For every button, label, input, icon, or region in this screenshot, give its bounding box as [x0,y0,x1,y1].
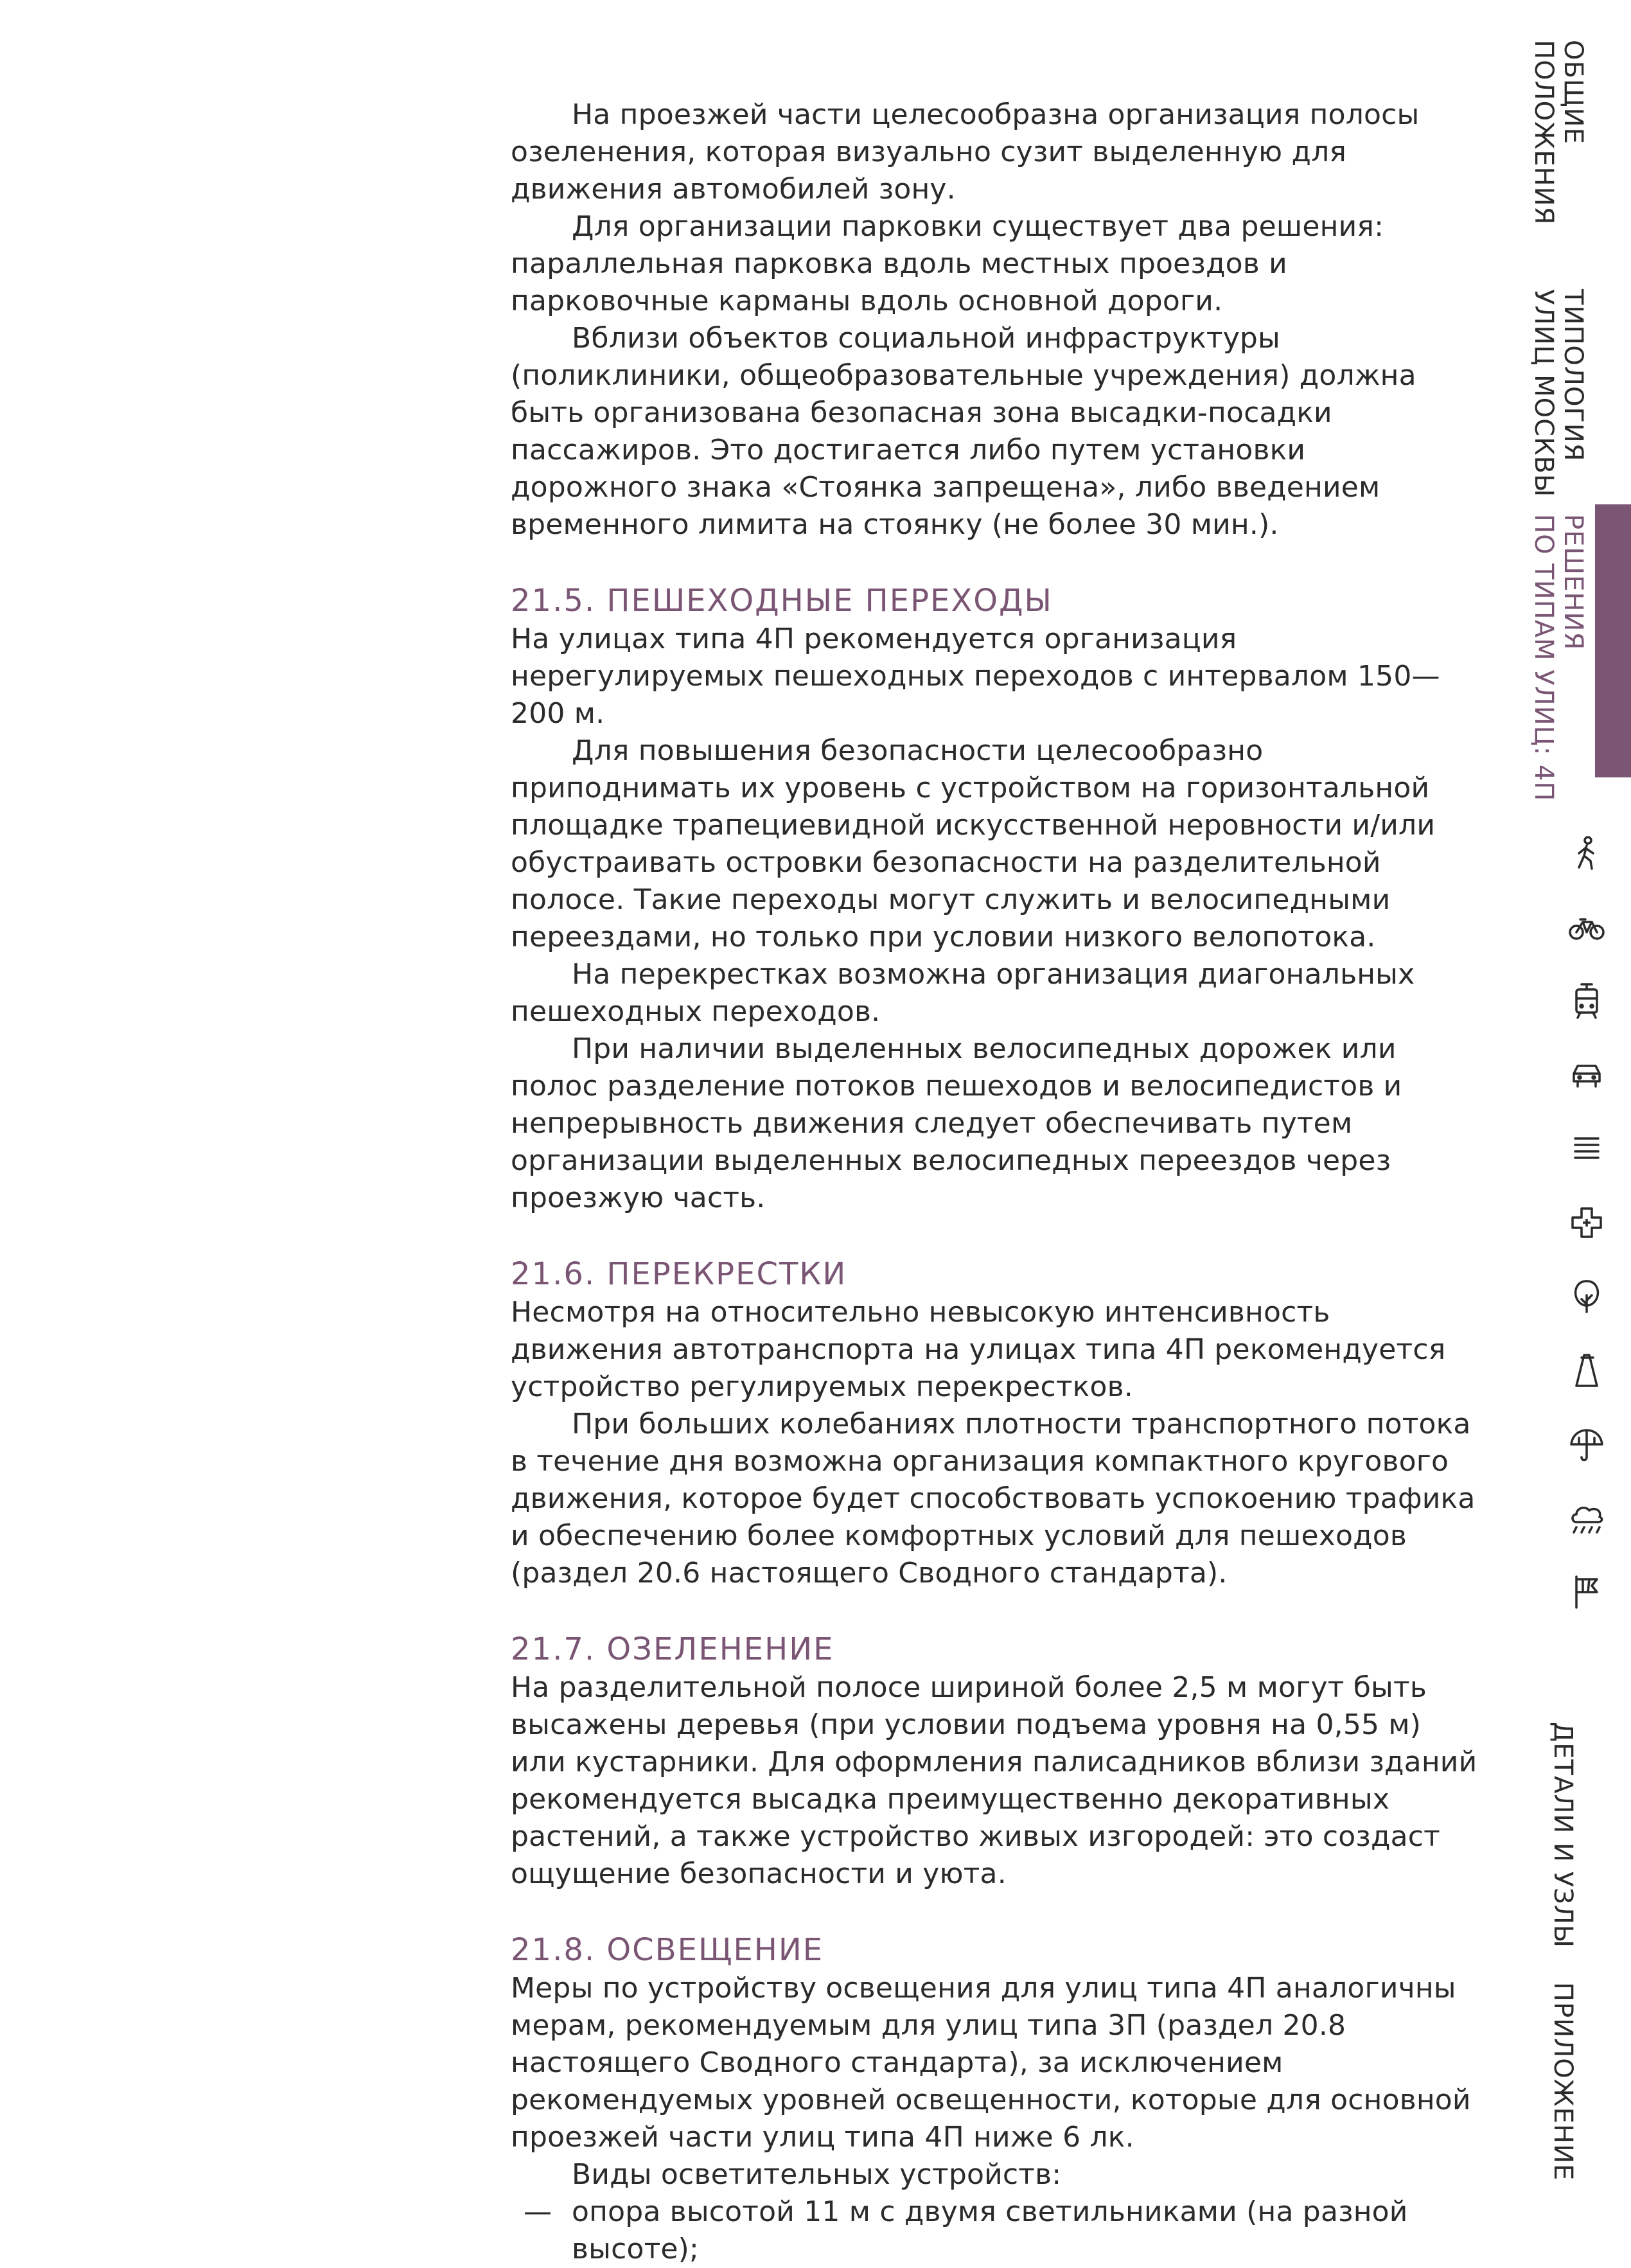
tab-label: ДЕТАЛИ И УЗЛЫ [1548,1722,1578,1949]
section-21-6 [511,1254,1481,1592]
layers-icon[interactable] [1567,1130,1606,1168]
tab-label: РЕШЕНИЯ [1558,514,1588,651]
paragraph: Для повышения безопасности целесообразно приподнимать их уровень с устройством на горизонтальной площадке трапециевидной искусственной неровности и/или обустраивать островки безопасности на разделительной полосе. Такие переходы могут служить и велосипедными переездами, но только при условии низкого велопотока. [511,734,1436,953]
flag-icon[interactable] [1567,1573,1606,1611]
paragraph: Виды осветительных устройств: [572,2158,1062,2191]
tab-appendix[interactable] [1548,1982,1578,2181]
list-marker: — [524,2195,552,2228]
paragraph: Для организации парковки существует два решения: параллельная парковка вдоль местных проездов и парковочные карманы вдоль основной дороги. [511,210,1384,317]
section-21-7 [511,1629,1481,1893]
section-21-5 [511,581,1481,1217]
paragraph: При больших колебаниях плотности транспортного потока в течение дня возможна организация компактного кругового движения, которое будет способствовать успокоению трафика и обеспечению более комфортных условий для пешеходов (раздел 20.6 настоящего Сводного стандарта). [511,1408,1476,1590]
cross-icon[interactable] [1567,1203,1606,1242]
sidebar [1503,0,1631,2201]
section-heading: 21.7. ОЗЕЛЕНЕНИЕ [511,1631,834,1667]
car-icon[interactable] [1567,1056,1606,1094]
pedestrian-icon[interactable] [1567,834,1606,873]
tab-label: УЛИЦ МОСКВЫ [1529,289,1558,498]
bicycle-icon[interactable] [1567,908,1606,946]
tab-label: ОБЩИЕ [1558,40,1588,145]
section-heading: 21.5. ПЕШЕХОДНЫЕ ПЕРЕХОДЫ [511,583,1053,619]
section-heading: 21.6. ПЕРЕКРЕСТКИ [511,1256,847,1292]
umbrella-icon[interactable] [1567,1425,1606,1464]
paragraph: Несмотря на относительно невысокую интенсивность движения автотранспорта на улицах типа 4П рекомендуется устройство регулируемых перекрестков. [511,1296,1446,1403]
section-heading: 21.8. ОСВЕЩЕНИЕ [511,1932,824,1968]
paragraph: На перекрестках возможна организация диагональных пешеходных переходов. [511,958,1415,1028]
paragraph: На проезжей части целесообразна организация полосы озеленения, которая визуально сузит выделенную для движения автомобилей зону. [511,98,1420,206]
tab-typology[interactable] [1529,289,1588,497]
paragraph: На улицах типа 4П рекомендуется организация нерегулируемых пешеходных переходов с интервалом 150—200 м. [511,623,1440,730]
tab-solutions[interactable] [1529,514,1588,801]
tab-details[interactable] [1548,1722,1578,1948]
tab-label: ПРИЛОЖЕНИЕ [1548,1982,1578,2181]
paragraph: На разделительной полосе шириной более 2,5 м могут быть высажены деревья (при условии подъема уровня на 0,55 м) или кустарники. Для оформления палисадников вблизи зданий рекомендуется высадка преимущественно декоративных растений, а также устройство живых изгородей: это создаст ощущение безопасности и уюта. [511,1671,1477,1890]
tab-label: ТИПОЛОГИЯ [1558,289,1588,462]
list-item [511,2193,1481,2268]
list-item-text: опора высотой 11 м с двумя светильниками (на разной высоте); [572,2195,1408,2265]
weather-icon[interactable] [1567,1499,1606,1537]
paragraph: Меры по устройству освещения для улиц типа 4П аналогичны мерам, рекомендуемым для улиц типа 3П (раздел 20.8 настоящего Сводного стандарта), за исключением рекомендуемых уровней освещенности, которые для основной проезжей части улиц типа 4П ниже 6 лк. [511,1972,1471,2154]
section-21-8 [511,1930,1481,2268]
paragraph: Вблизи объектов социальной инфраструктуры (поликлиники, общеобразовательные учреждения) должна быть организована безопасная зона высадки-посадки пассажиров. Это достигается либо путем установки дорожного знака «Стоянка запрещена», либо введением временного лимита на стоянку (не более 30 мин.). [511,322,1416,541]
tab-general[interactable] [1529,40,1588,225]
active-tab-marker [1595,504,1631,777]
tab-label: ПО ТИПАМ УЛИЦ: 4П [1529,514,1558,802]
tree-icon[interactable] [1567,1277,1606,1316]
road-icon[interactable] [1567,1351,1606,1390]
tab-label: ПОЛОЖЕНИЯ [1529,40,1558,226]
intro-section [511,96,1481,544]
paragraph: При наличии выделенных велосипедных дорожек или полос разделение потоков пешеходов и велосипедистов и непрерывность движения следует обеспечивать путем организации выделенных велосипедных переездов через проезжую часть. [511,1032,1402,1214]
tram-icon[interactable] [1567,982,1606,1020]
main-text [511,96,1481,2268]
